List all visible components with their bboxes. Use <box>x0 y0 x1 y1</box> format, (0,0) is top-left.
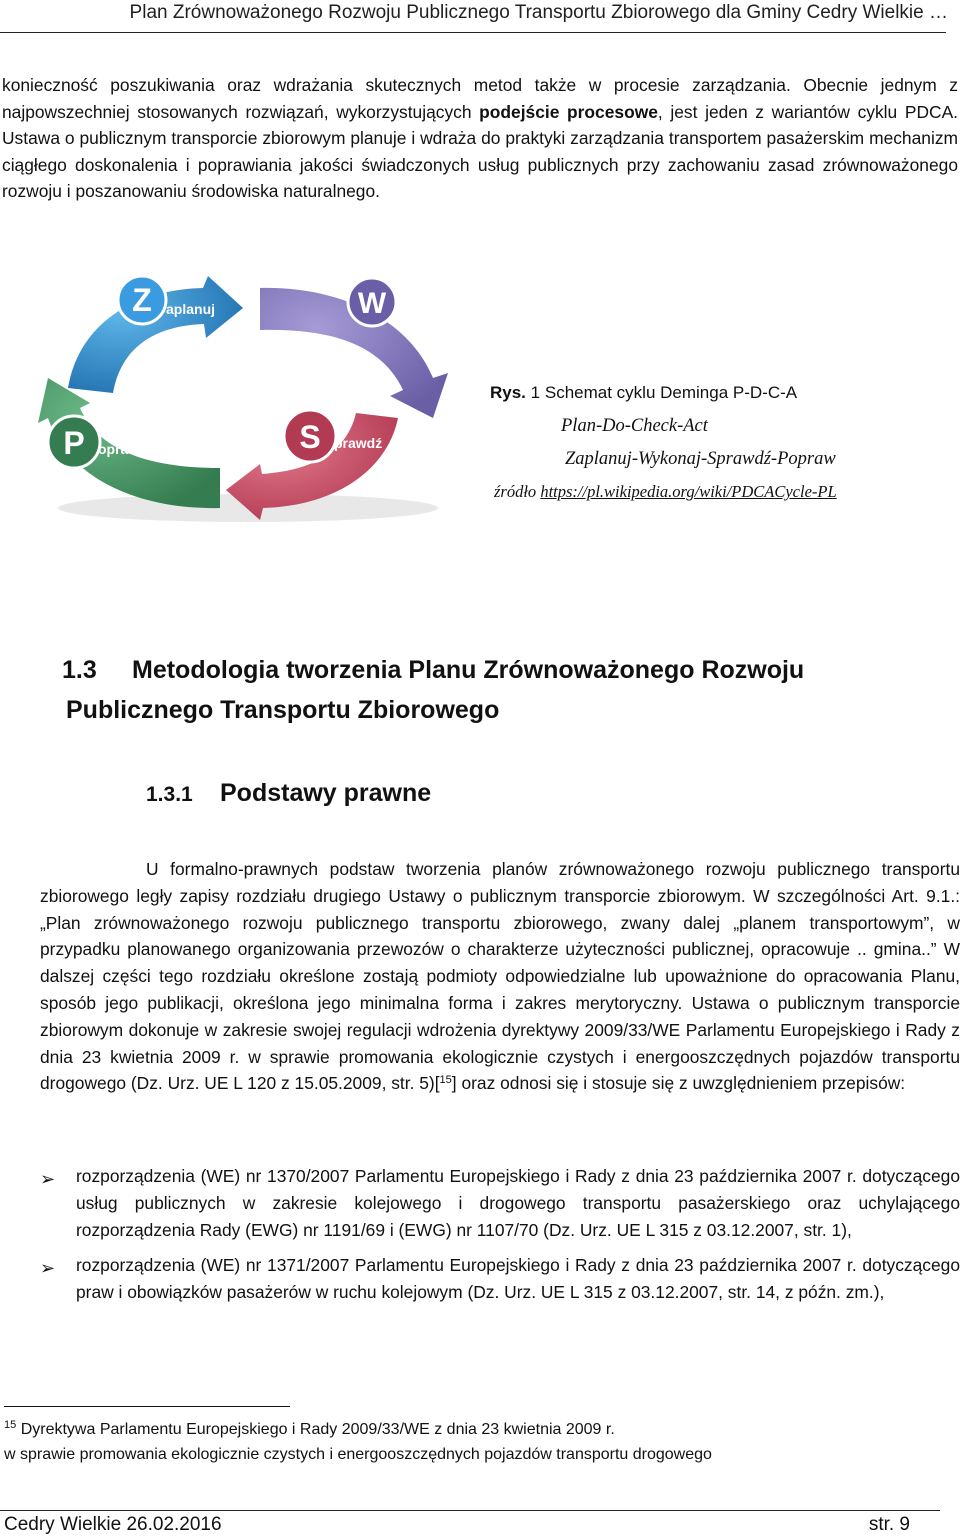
section-title-line2: Publicznego Transportu Zbiorowego <box>66 696 500 724</box>
pdca-do-word: ykonaj <box>394 302 436 317</box>
body-text-1: U formalno-prawnych podstaw tworzenia planów zrównoważonego rozwoju publicznego transportu zbiorowego legły zapisy rozdziału drugiego Ustawy o publicznym transporcie zbiorowym. W szczególności Art. 9.1.: „Plan zrównoważonego rozwoju publicznego transportu zbiorowego, zwany dalej „planem transportowym”, w przypadku planowanego organizowania przewozów o charakterze użyteczności publicznej, opracowuje .. gmina..” W dalszej części tego rozdziału określone zostają podmioty odpowiedzialne lub upoważnione do opracowania Planu, sposób jego publikacji, określona jego minimalna forma i zakres merytoryczny. Ustawa o publicznym transporcie zbiorowym dokonuje w zakresie swojej regulacji wdrożenia dyrektywy 2009/33/WE Parlamentu Europejskiego i Rady z dnia 23 kwietnia 2009 r. w sprawie promowania ekologicznie czystych i energooszczędnych pojazdów transportu drogowego (Dz. Urz. UE L 120 z 15.05.2009, str. 5)[ <box>40 859 960 1094</box>
caption-source-link[interactable]: https://pl.wikipedia.org/wiki/PDCACycle-PL <box>540 482 837 501</box>
page-header-title: Plan Zrównoważonego Rozwoju Publicznego Transportu Zbiorowego dla Gminy Cedry Wielkie … <box>129 2 948 23</box>
footnote-number: 15 <box>4 1419 17 1431</box>
regulations-list <box>40 1163 960 1315</box>
caption-rys-label: Rys. <box>490 383 526 402</box>
arrow-bullet-icon: ➢ <box>40 1169 56 1189</box>
caption-source-label: źródło <box>494 482 541 501</box>
section-number: 1.3 <box>62 656 97 684</box>
subsection-number: 1.3.1 <box>146 783 193 806</box>
intro-bold-text: podejście procesowe <box>479 101 658 122</box>
list-item-text: rozporządzenia (WE) nr 1371/2007 Parlamentu Europejskiego i Rady z dnia 23 października 2007 r. dotyczącego praw i obowiązków pasażerów w ruchu kolejowym (Dz. Urz. UE L 315 z 03.12.2007, str. 14, z późn. zm.), <box>76 1255 960 1303</box>
caption-line-english: Plan-Do-Check-Act <box>561 416 708 436</box>
subsection-heading <box>146 779 431 808</box>
subsection-title: Podstawy prawne <box>220 779 432 807</box>
body-text-2: ] oraz odnosi się i stosuje się z uwzględnieniem przepisów: <box>451 1073 906 1094</box>
pdca-plan-letter: Z <box>132 282 152 318</box>
figure-caption-title <box>490 383 797 403</box>
caption-rys-number: 1 <box>530 383 541 402</box>
caption-title-text: Schemat cyklu Deminga P-D-C-A <box>544 383 798 402</box>
section-heading <box>62 650 804 730</box>
list-item <box>40 1163 960 1243</box>
header-rule <box>0 32 946 33</box>
list-item <box>40 1252 960 1306</box>
intro-text-1: konieczność poszukiwania oraz wdrażania skutecznych metod także w procesie zarządzania. Obecnie jednym z najpowszechniej stosowanych rozwiązań, wykorzystujących <box>2 75 958 122</box>
footer-page-number: str. 9 <box>868 1514 910 1535</box>
footer-rule <box>0 1510 940 1511</box>
list-item-text: rozporządzenia (WE) nr 1370/2007 Parlamentu Europejskiego i Rady z dnia 23 października 2007 r. dotyczącego usług publicznych w zakresie kolejowego i drogowego transportu pasażerskiego oraz uchylającego rozporządzenia Rady (EWG) nr 1191/69 i (EWG) nr 1107/70 (Dz. Urz. UE L 315 z 03.12.2007, str. 1), <box>76 1166 960 1240</box>
footnote-reference[interactable]: 15 <box>439 1074 452 1087</box>
pdca-act-letter: P <box>63 425 85 461</box>
section-title-line1: Metodologia tworzenia Planu Zrównoważonego Rozwoju <box>132 656 805 684</box>
pdca-check-letter: S <box>299 419 321 455</box>
caption-line-polish: Zaplanuj-Wykonaj-Sprawdź-Popraw <box>565 449 836 469</box>
pdca-act-word: opraw <box>98 441 140 457</box>
pdca-cycle-graphic <box>38 268 458 530</box>
legal-basis-paragraph <box>40 856 960 1097</box>
footnote-line2: w sprawie promowania ekologicznie czystych i energooszczędnych pojazdów transportu drogowego <box>4 1446 712 1463</box>
intro-paragraph <box>2 72 958 205</box>
footnote-text-1: Dyrektywa Parlamentu Europejskiego i Rady 2009/33/WE z dnia 23 kwietnia 2009 r. <box>16 1421 615 1438</box>
pdca-plan-word: aplanuj <box>166 301 216 317</box>
pdca-check-word: prawdź <box>334 435 383 451</box>
arrow-bullet-icon: ➢ <box>40 1258 56 1279</box>
pdca-cycle-figure <box>38 268 458 530</box>
footnote-rule <box>4 1406 290 1407</box>
footer-place-date: Cedry Wielkie 26.02.2016 <box>4 1514 222 1535</box>
caption-source <box>494 482 837 502</box>
intro-text-2: , jest jeden z wariantów cyklu PDCA. Ustawa o publicznym transporcie zbiorowym planuje i wdraża do praktyki zarządzania transportem pasażerskim mechanizm ciągłego doskonalenia i poprawiania jakości świadczonych usług publicznych przy zachowaniu zasad zrównoważonego rozwoju i poszanowaniu środowiska naturalnego. <box>2 101 959 201</box>
pdca-do-letter: W <box>357 287 387 320</box>
footnote-line1 <box>4 1418 615 1442</box>
